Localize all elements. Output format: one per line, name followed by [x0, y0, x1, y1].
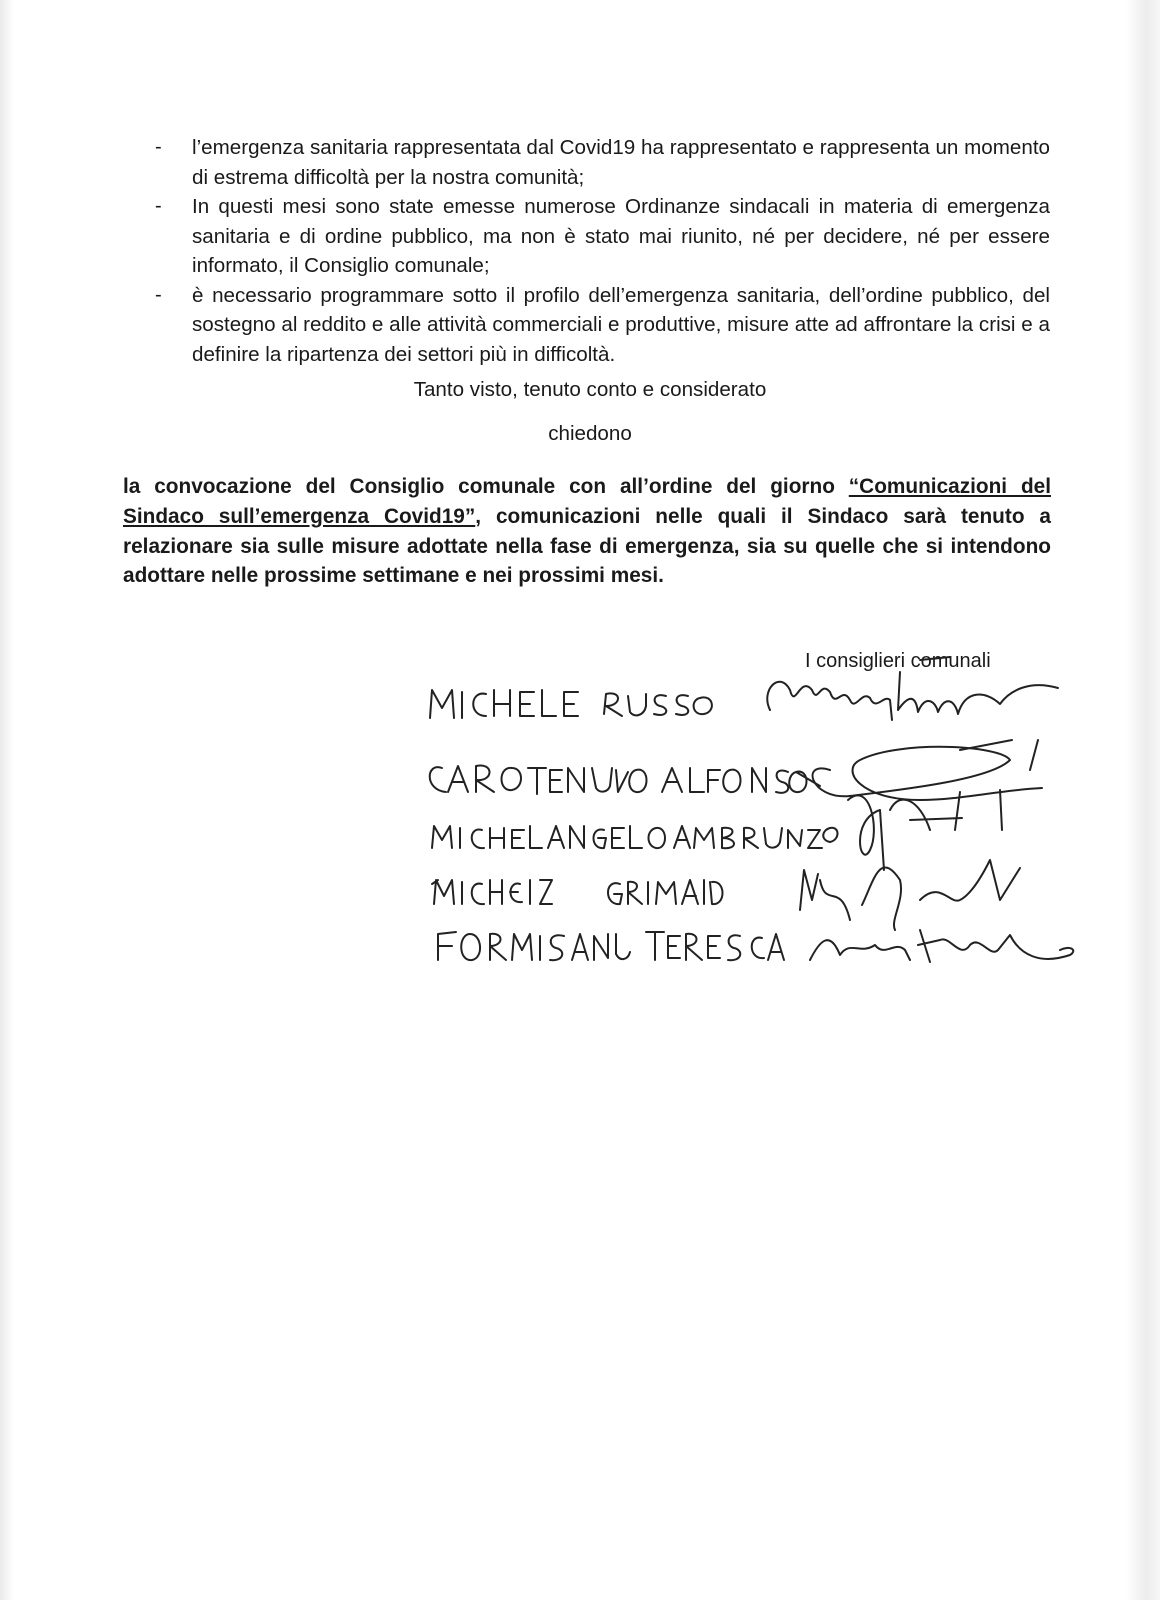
list-item-text: l’emergenza sanitaria rappresentata dal Covid19 ha rappresentato e rappresenta un momento di estrema difficoltà per la nostra comunità;: [192, 136, 1050, 189]
handwritten-name-1: [430, 690, 712, 718]
preamble-line: Tanto visto, tenuto conto e considerato: [413, 378, 767, 401]
strikethrough-mark: [920, 657, 950, 660]
bullet-dash: -: [155, 136, 162, 158]
bullet-dash: -: [155, 283, 162, 306]
request-text-end: , comunicazioni nelle quali il Sindaco sarà tenuto a relazionare sia sulle misure adottate nella fase di emergenza, sia su quelle che si intendono adottare nelle prossime settimane e nei prossimi mesi.: [123, 504, 1051, 588]
bullet-dash: -: [155, 195, 162, 217]
handwritten-name-3: [432, 826, 838, 848]
handwritten-name-2: [430, 765, 820, 794]
signers-heading: I consiglieri comunali: [805, 650, 991, 672]
list-item-text: In questi mesi sono state emesse numerose Ordinanze sindacali in materia di emergenza sanitaria e di ordine pubblico, ma non è stato mai riunito, né per decidere, né per essere informato, il Consiglio comunale;: [192, 195, 1050, 277]
request-verb: chiedono: [548, 422, 632, 445]
handwritten-name-4: [432, 880, 723, 904]
agenda-item: “Comunicazioni del Sindaco sull’emergenza Covid19”: [123, 475, 1051, 528]
handwritten-name-5: [438, 932, 784, 960]
list-item-text: è necessario programmare sotto il profilo dell’emergenza sanitaria, dell’ordine pubblico, del sostegno al reddito e alle attività commerciali e produttive, misure atte ad affrontare la crisi e a definire la ripartenza dei settori più in difficoltà.: [192, 283, 1050, 366]
request-text-start: la convocazione del Consiglio comunale con all’ordine del giorno: [123, 475, 849, 498]
